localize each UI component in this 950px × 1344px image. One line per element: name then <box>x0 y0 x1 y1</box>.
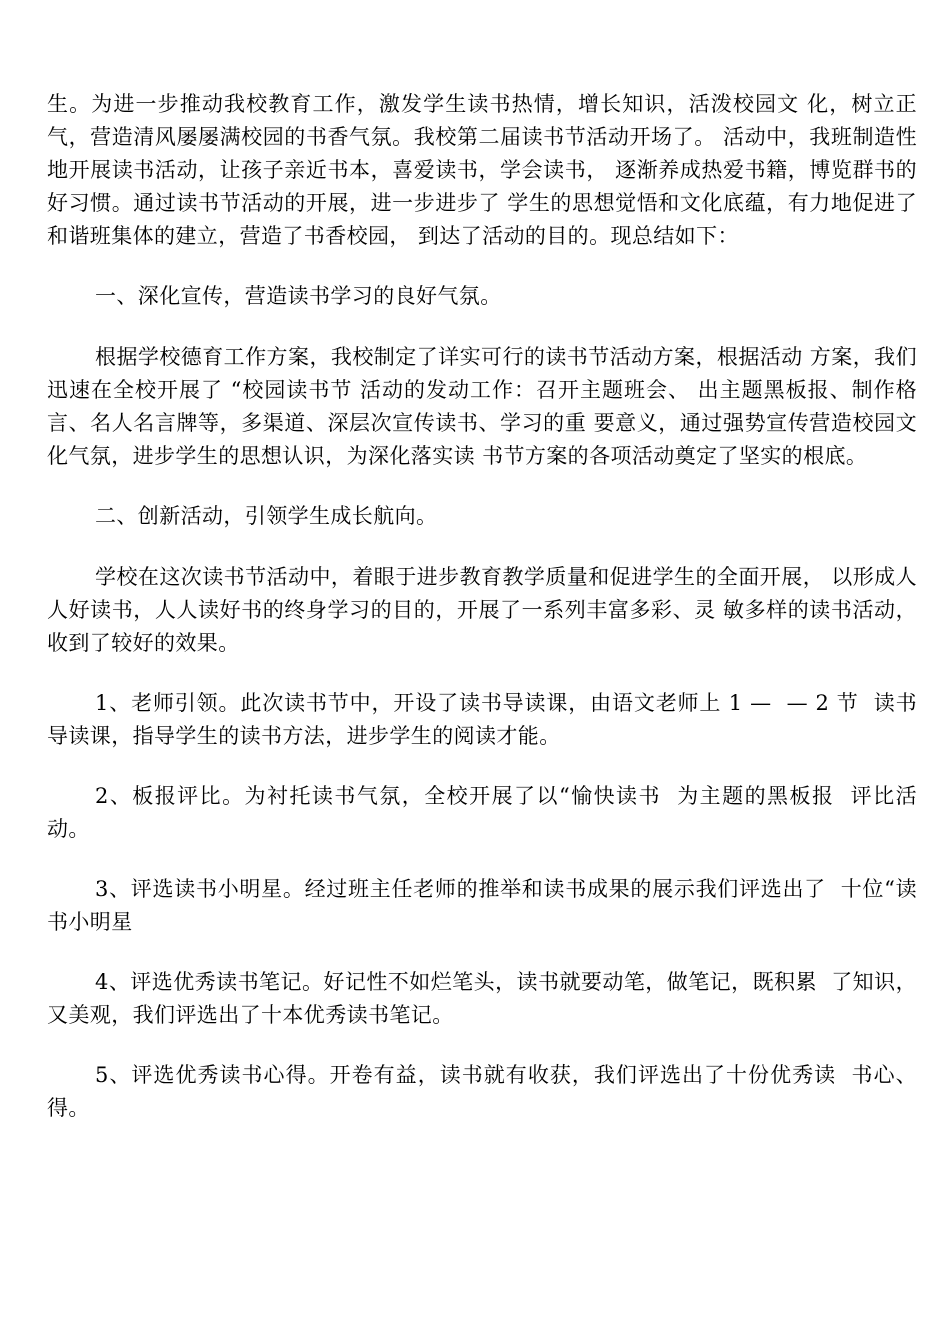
list-item-5: 5、评选优秀读书心得。开卷有益，读书就有收获，我们评选出了十份优秀读 书心、得。 <box>47 1063 917 1120</box>
list-item-4: 4、评选优秀读书笔记。好记性不如烂笔头，读书就要动笔，做笔记，既积累 了知识，又美观，我们评选出了十本优秀读书笔记。 <box>47 970 917 1027</box>
section-heading-2: 二、创新活动，引领学生成长航向。 <box>95 504 438 528</box>
list-item-3: 3、评选读书小明星。经过班主任老师的推举和读书成果的展示我们评选出了 十位“读书小明星 <box>47 877 917 934</box>
intro-paragraph: 生。为进一步推动我校教育工作，激发学生读书热情，增长知识，活泼校园文 化，树立正气，营造清风屡屡满校园的书香气氛。我校第二届读书节活动开场了。 活动中，我班制造性地开展读书活动，让孩子亲近书本，喜爱读书，学会读书， 逐渐养成热爱书籍，博览群书的好习惯。通过读书节活动的开展，进一步进步了 学生的思想觉悟和文化底蕴，有力地促进了和谐班集体的建立，营造了书香校园， 到达了活动的目的。现总结如下： <box>47 92 917 248</box>
section-2-paragraph: 学校在这次读书节活动中，着眼于进步教育教学质量和促进学生的全面开展， 以形成人人好读书，人人读好书的终身学习的目的，开展了一系列丰富多彩、灵 敏多样的读书活动，收到了较好的效果。 <box>47 565 917 655</box>
list-item-2: 2、板报评比。为衬托读书气氛，全校开展了以“愉快读书 为主题的黑板报 评比活动。 <box>47 784 917 841</box>
section-1-paragraph: 根据学校德育工作方案，我校制定了详实可行的读书节活动方案，根据活动 方案，我们迅速在全校开展了 “校园读书节 活动的发动工作：召开主题班会、 出主题黑板报、制作格言、名人名言牌等，多渠道、深层次宣传读书、学习的重 要意义，通过强势宣传营造校园文化气氛，进步学生的思想认识，为深化落实读 书节方案的各项活动奠定了坚实的根底。 <box>47 345 917 468</box>
list-item-1: 1、老师引领。此次读书节中，开设了读书导读课，由语文老师上 1 — — 2 节 读书导读课，指导学生的读书方法，进步学生的阅读才能。 <box>47 691 917 748</box>
document-page <box>47 88 917 1152</box>
section-heading-1: 一、深化宣传，营造读书学习的良好气氛。 <box>95 284 502 308</box>
